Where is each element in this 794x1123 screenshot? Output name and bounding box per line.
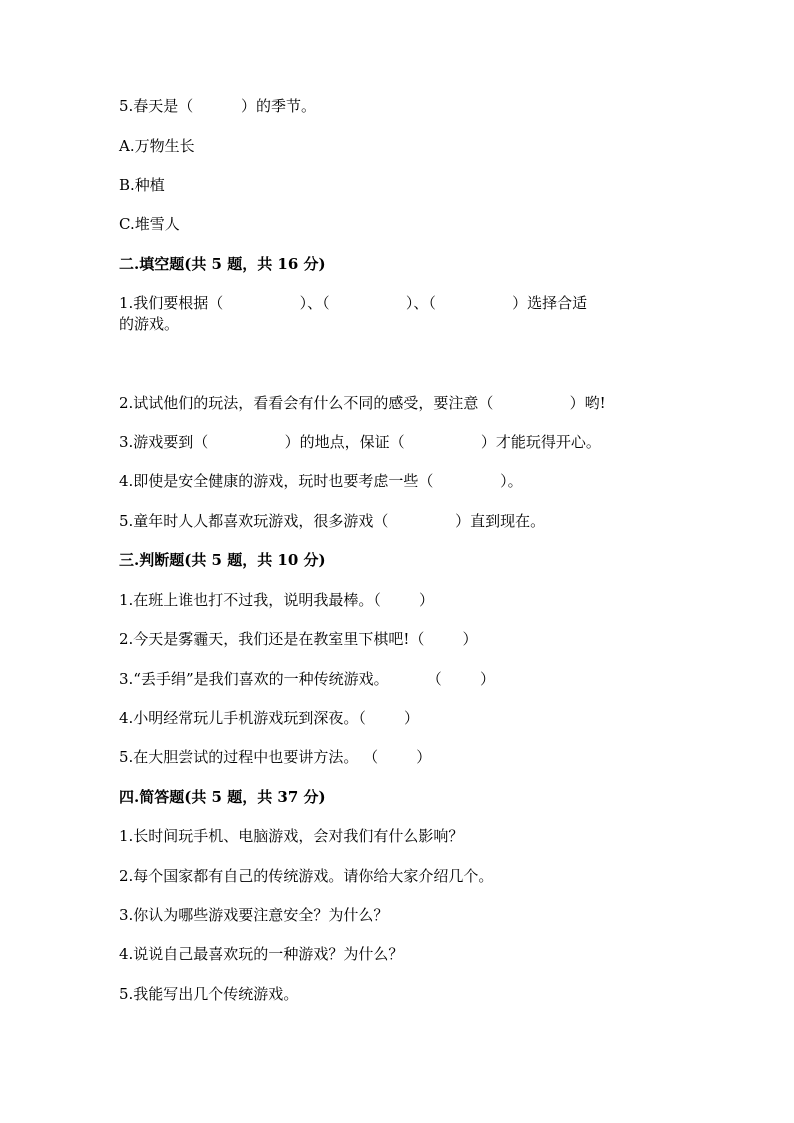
fill-question-3: 3.游戏要到（ ）的地点，保证（ ）才能玩得开心。 xyxy=(119,433,601,451)
mc-question-5-stem: 5.春天是（ ）的季节。 xyxy=(119,97,316,115)
section-fill-blank-title: 二.填空题(共 5 题，共 16 分) xyxy=(119,255,326,273)
fill-question-5: 5.童年时人人都喜欢玩游戏，很多游戏（ ）直到现在。 xyxy=(119,512,546,530)
judge-question-2: 2.今天是雾霾天，我们还是在教室里下棋吧!（ ） xyxy=(119,630,478,648)
short-question-4: 4.说说自己最喜欢玩的一种游戏？为什么？ xyxy=(119,945,404,963)
mc-option-a: A.万物生长 xyxy=(119,137,195,155)
fill-question-1-line1: 1.我们要根据（ ）、（ ）、（ ）选择合适 xyxy=(119,294,588,312)
short-question-5: 5.我能写出几个传统游戏。 xyxy=(119,985,299,1003)
fill-question-1-line2: 的游戏。 xyxy=(119,315,180,333)
short-question-1: 1.长时间玩手机、电脑游戏，会对我们有什么影响？ xyxy=(119,827,464,845)
judge-question-5: 5.在大胆尝试的过程中也要讲方法。 （ ） xyxy=(119,748,432,766)
fill-question-2: 2.试试他们的玩法，看看会有什么不同的感受，要注意（ ）哟! xyxy=(119,394,606,412)
judge-question-4: 4.小明经常玩儿手机游戏玩到深夜。（ ） xyxy=(119,709,419,727)
fill-question-4: 4.即使是安全健康的游戏，玩时也要考虑一些（ ）。 xyxy=(119,472,523,490)
short-question-2: 2.每个国家都有自己的传统游戏。请你给大家介绍几个。 xyxy=(119,867,494,885)
judge-question-1: 1.在班上谁也打不过我，说明我最棒。（ ） xyxy=(119,591,434,609)
mc-option-b: B.种植 xyxy=(119,176,165,194)
judge-question-3: 3.“丢手绢”是我们喜欢的一种传统游戏。 （ ） xyxy=(119,670,495,688)
section-short-answer-title: 四.简答题(共 5 题，共 37 分) xyxy=(119,788,326,806)
section-true-false-title: 三.判断题(共 5 题，共 10 分) xyxy=(119,551,326,569)
short-question-3: 3.你认为哪些游戏要注意安全？为什么？ xyxy=(119,906,389,924)
mc-option-c: C.堆雪人 xyxy=(119,215,180,233)
